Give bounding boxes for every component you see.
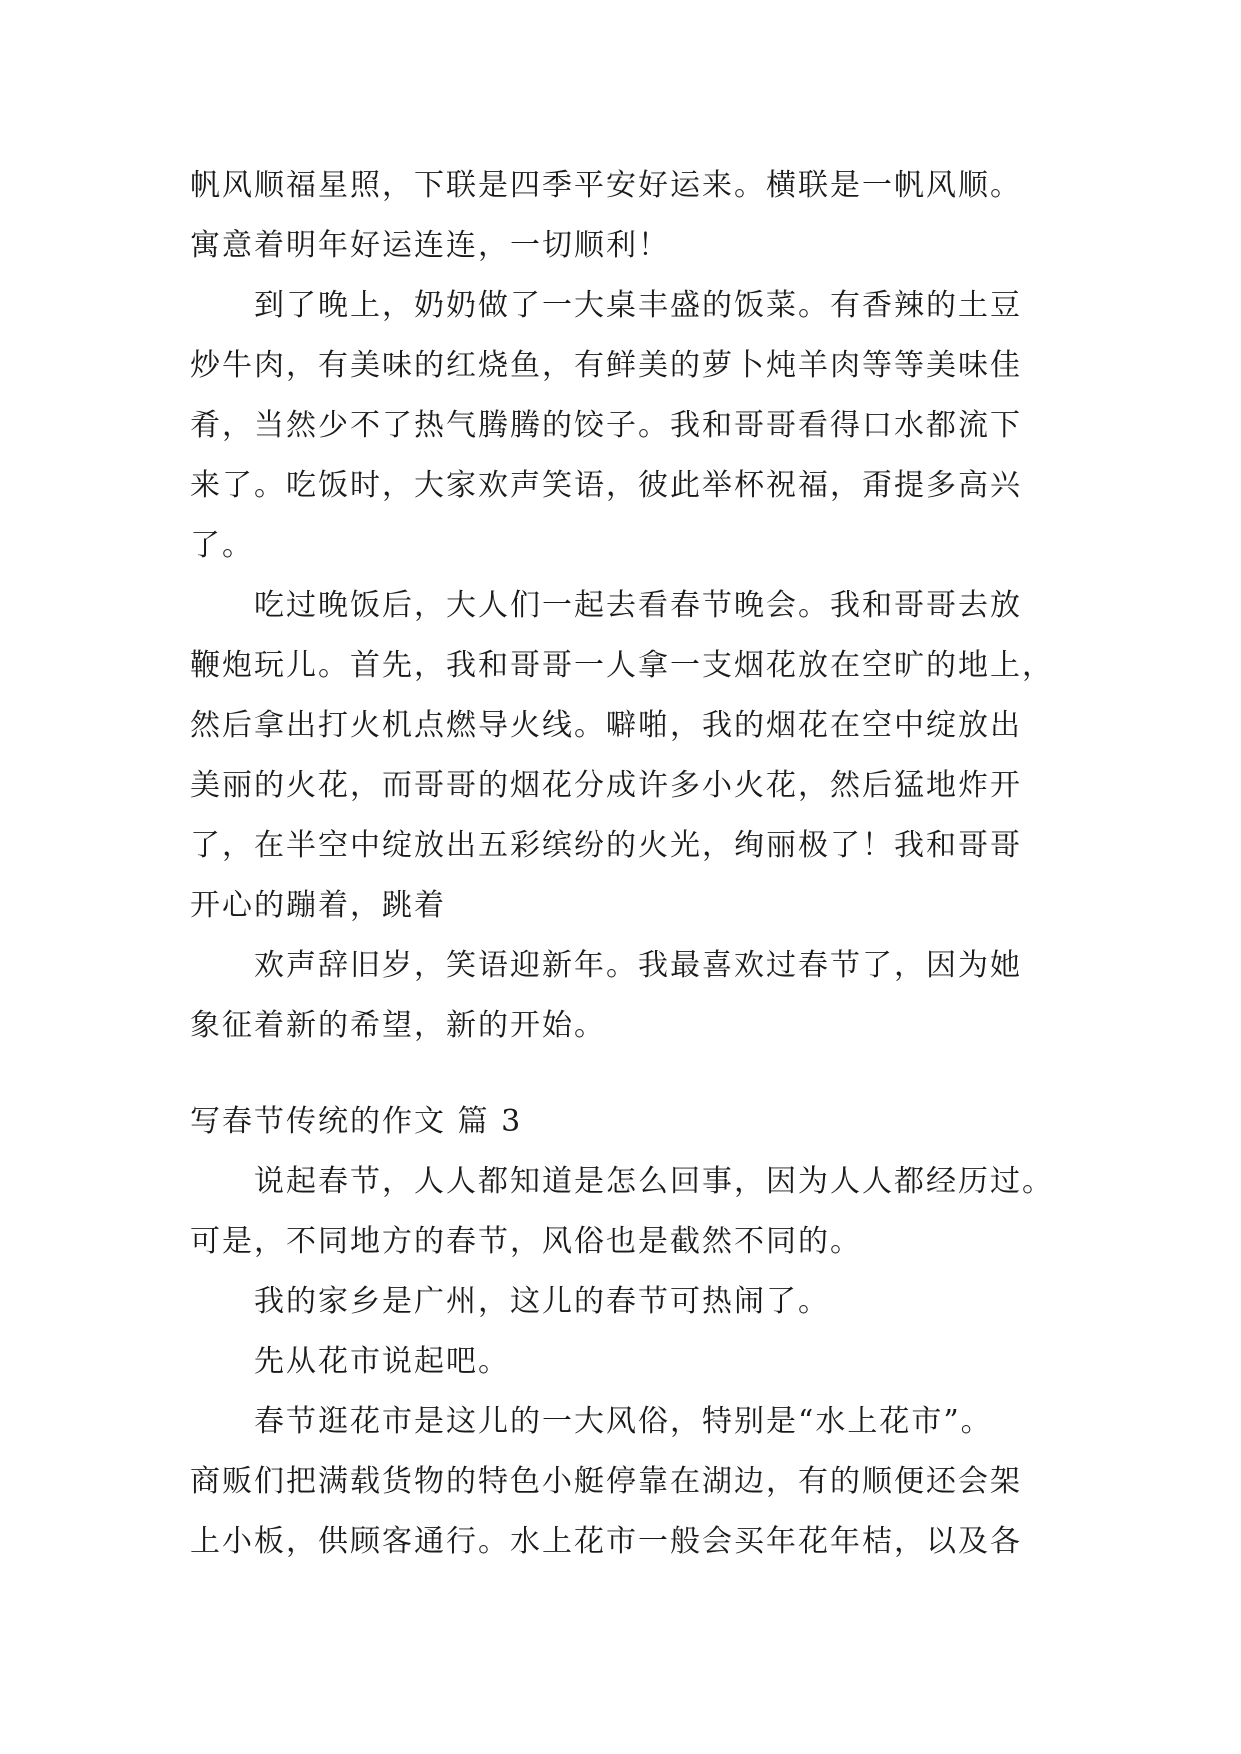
paragraph-line: 先从花市说起吧。	[254, 1344, 510, 1379]
paragraph-line: 上小板，供顾客通行。水上花市一般会买年花年桔，以及各	[190, 1524, 1022, 1559]
paragraph-line: 然后拿出打火机点燃导火线。噼啪，我的烟花在空中绽放出	[190, 708, 1022, 743]
paragraph-line: 我的家乡是广州，这儿的春节可热闹了。	[254, 1284, 830, 1319]
paragraph-line: 帆风顺福星照，下联是四季平安好运来。横联是一帆风顺。	[190, 168, 1022, 203]
paragraph-line: 了。	[190, 528, 254, 563]
paragraph-line: 来了。吃饭时，大家欢声笑语，彼此举杯祝福，甭提多高兴	[190, 468, 1022, 503]
paragraph-line: 美丽的火花，而哥哥的烟花分成许多小火花，然后猛地炸开	[190, 768, 1022, 803]
section-title: 写春节传统的作文 篇 3	[190, 1104, 523, 1139]
paragraph-line: 寓意着明年好运连连，一切顺利！	[190, 228, 670, 263]
paragraph-line: 到了晚上，奶奶做了一大桌丰盛的饭菜。有香辣的土豆	[254, 288, 1022, 323]
paragraph-line: 开心的蹦着，跳着	[190, 888, 446, 923]
body-text-upper	[190, 156, 1070, 1056]
paragraph-line: 象征着新的希望，新的开始。	[190, 1008, 606, 1043]
paragraph-line: 商贩们把满载货物的特色小艇停靠在湖边，有的顺便还会架	[190, 1464, 1022, 1499]
paragraph-line: 春节逛花市是这儿的一大风俗，特别是“水上花市”。	[254, 1404, 993, 1439]
paragraph-line: 可是，不同地方的春节，风俗也是截然不同的。	[190, 1224, 862, 1259]
paragraph-line: 欢声辞旧岁，笑语迎新年。我最喜欢过春节了，因为她	[254, 948, 1022, 983]
body-text-lower	[190, 1152, 1070, 1572]
paragraph-line: 肴，当然少不了热气腾腾的饺子。我和哥哥看得口水都流下	[190, 408, 1022, 443]
paragraph-line: 炒牛肉，有美味的红烧鱼，有鲜美的萝卜炖羊肉等等美味佳	[190, 348, 1022, 383]
paragraph-line: 鞭炮玩儿。首先，我和哥哥一人拿一支烟花放在空旷的地上，	[190, 648, 1054, 683]
section-heading	[190, 1092, 1070, 1152]
paragraph-line: 说起春节，人人都知道是怎么回事，因为人人都经历过。	[254, 1164, 1054, 1199]
paragraph-line: 了，在半空中绽放出五彩缤纷的火光，绚丽极了！我和哥哥	[190, 828, 1022, 863]
paragraph-line: 吃过晚饭后，大人们一起去看春节晚会。我和哥哥去放	[254, 588, 1022, 623]
